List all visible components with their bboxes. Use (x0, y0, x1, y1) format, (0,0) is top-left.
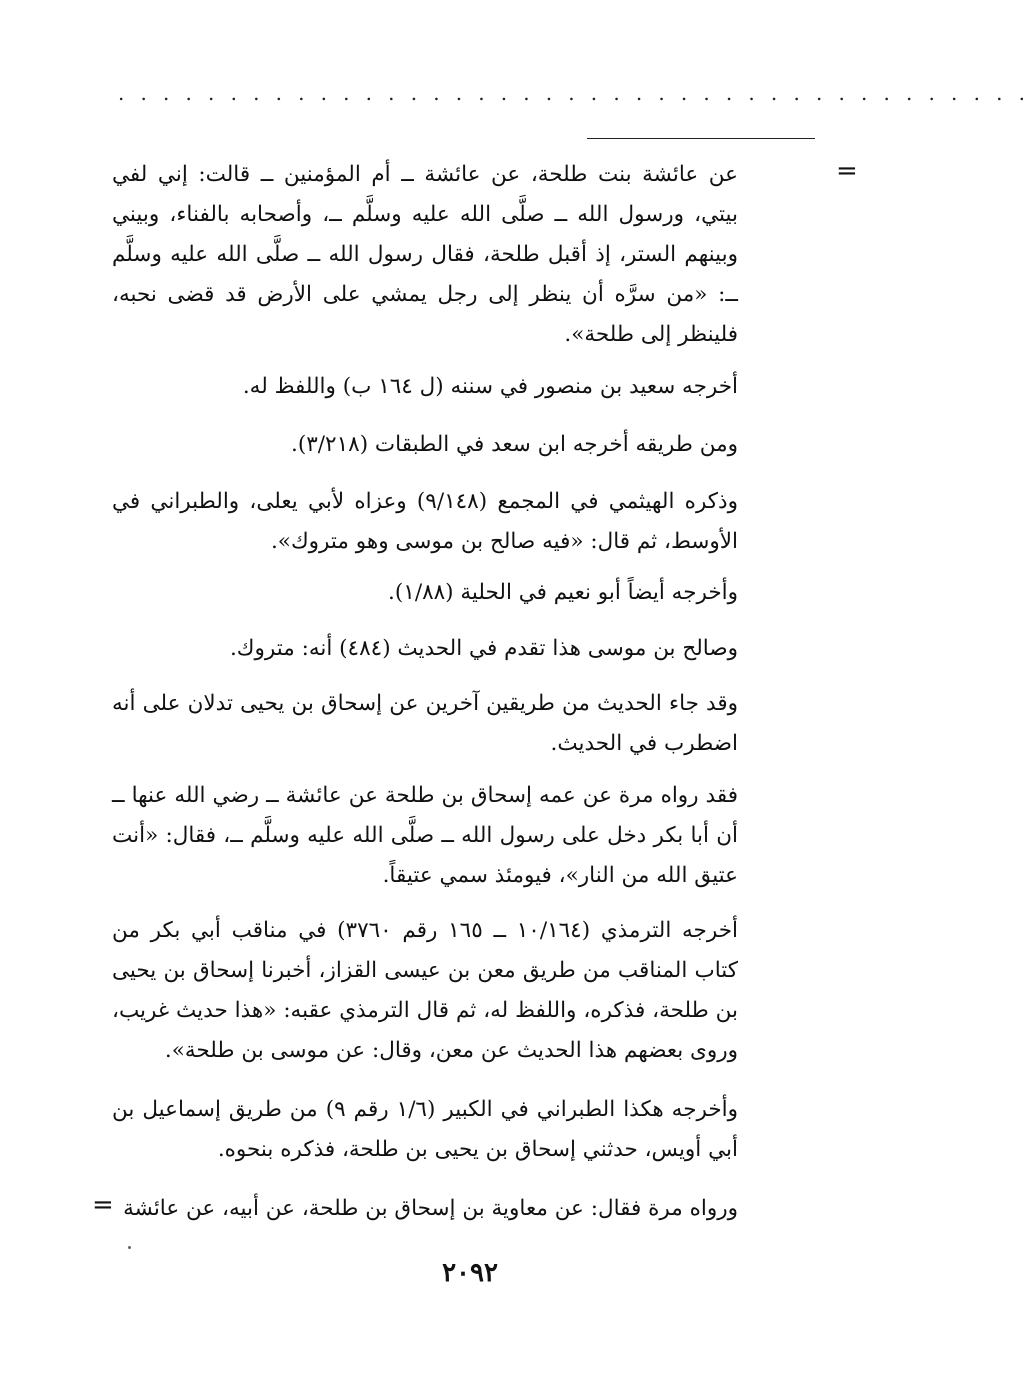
paragraph-7: وقد جاء الحديث من طريقين آخرين عن إسحاق بن يحيى تدلان على أنه اضطرب في الحديث. (112, 691, 738, 756)
separator-dots: . . . . . . . . . . . . . . . . . . . . . . . . . . . . . . . . . . . . . . . . . (118, 81, 1030, 105)
page-number: ٢٠٩٢ (442, 1258, 498, 1288)
paragraph-5: وأخرجه أيضاً أبو نعيم في الحلية (١/٨٨). (388, 580, 738, 605)
paragraph-6: وصالح بن موسى هذا تقدم في الحديث (٤٨٤) أنه: متروك. (229, 636, 738, 661)
ink-speck (128, 1246, 131, 1249)
paragraph-8: فقد رواه مرة عن عمه إسحاق بن طلحة عن عائشة ــ رضي الله عنها ــ أن أبا بكر دخل على رسول الله ــ صلَّى الله عليه وسلَّم ــ، فقال: «أنت عتيق الله من النار»، فيومئذ سمي عتيقاً. (112, 783, 738, 888)
paragraph-11: ورواه مرة فقال: عن معاوية بن إسحاق بن طلحة، عن أبيه، عن عائشة (123, 1196, 738, 1221)
paragraph-10: وأخرجه هكذا الطبراني في الكبير (١/٦ رقم ٩) من طريق إسماعيل بن أبي أويس، حدثني إسحاق بن يحيى بن طلحة، فذكره بنحوه. (112, 1097, 739, 1162)
footnote-rule (587, 138, 815, 139)
paragraph-1: عن عائشة بنت طلحة، عن عائشة ــ أم المؤمنين ــ قالت: إني لفي بيتي، ورسول الله ــ صلَّى الله عليه وسلَّم ــ، وأصحابه بالفناء، وبيني وبينهم الستر، إذ أقبل طلحة، فقال رسول الله ــ صلَّى الله عليه وسلَّم ــ: «من سرَّه أن ينظر إلى رجل يمشي على الأرض قد قضى نحبه، فلينظر إلى طلحة». (112, 162, 738, 347)
paragraph-3: ومن طريقه أخرجه ابن سعد في الطبقات (٣/٢١٨). (291, 432, 738, 457)
continuation-mark-top: = (836, 156, 858, 186)
paragraph-2: أخرجه سعيد بن منصور في سننه (ل ١٦٤ ب) واللفظ له. (242, 374, 738, 399)
paragraph-9: أخرجه الترمذي (١٠/١٦٤ ــ ١٦٥ رقم ٣٧٦٠) في مناقب أبي بكر من كتاب المناقب من طريق معن بن عيسى القزاز، أخبرنا إسحاق بن يحيى بن طلحة، فذكره، واللفظ له، ثم قال الترمذي عقبه: «هذا حديث غريب، وروى بعضهم هذا الحديث عن معن، وقال: عن موسى بن طلحة». (112, 918, 738, 1063)
paragraph-4: وذكره الهيثمي في المجمع (٩/١٤٨) وعزاه لأبي يعلى، والطبراني في الأوسط، ثم قال: «فيه صالح بن موسى وهو متروك». (112, 489, 738, 554)
continuation-mark-bottom: = (92, 1190, 114, 1220)
